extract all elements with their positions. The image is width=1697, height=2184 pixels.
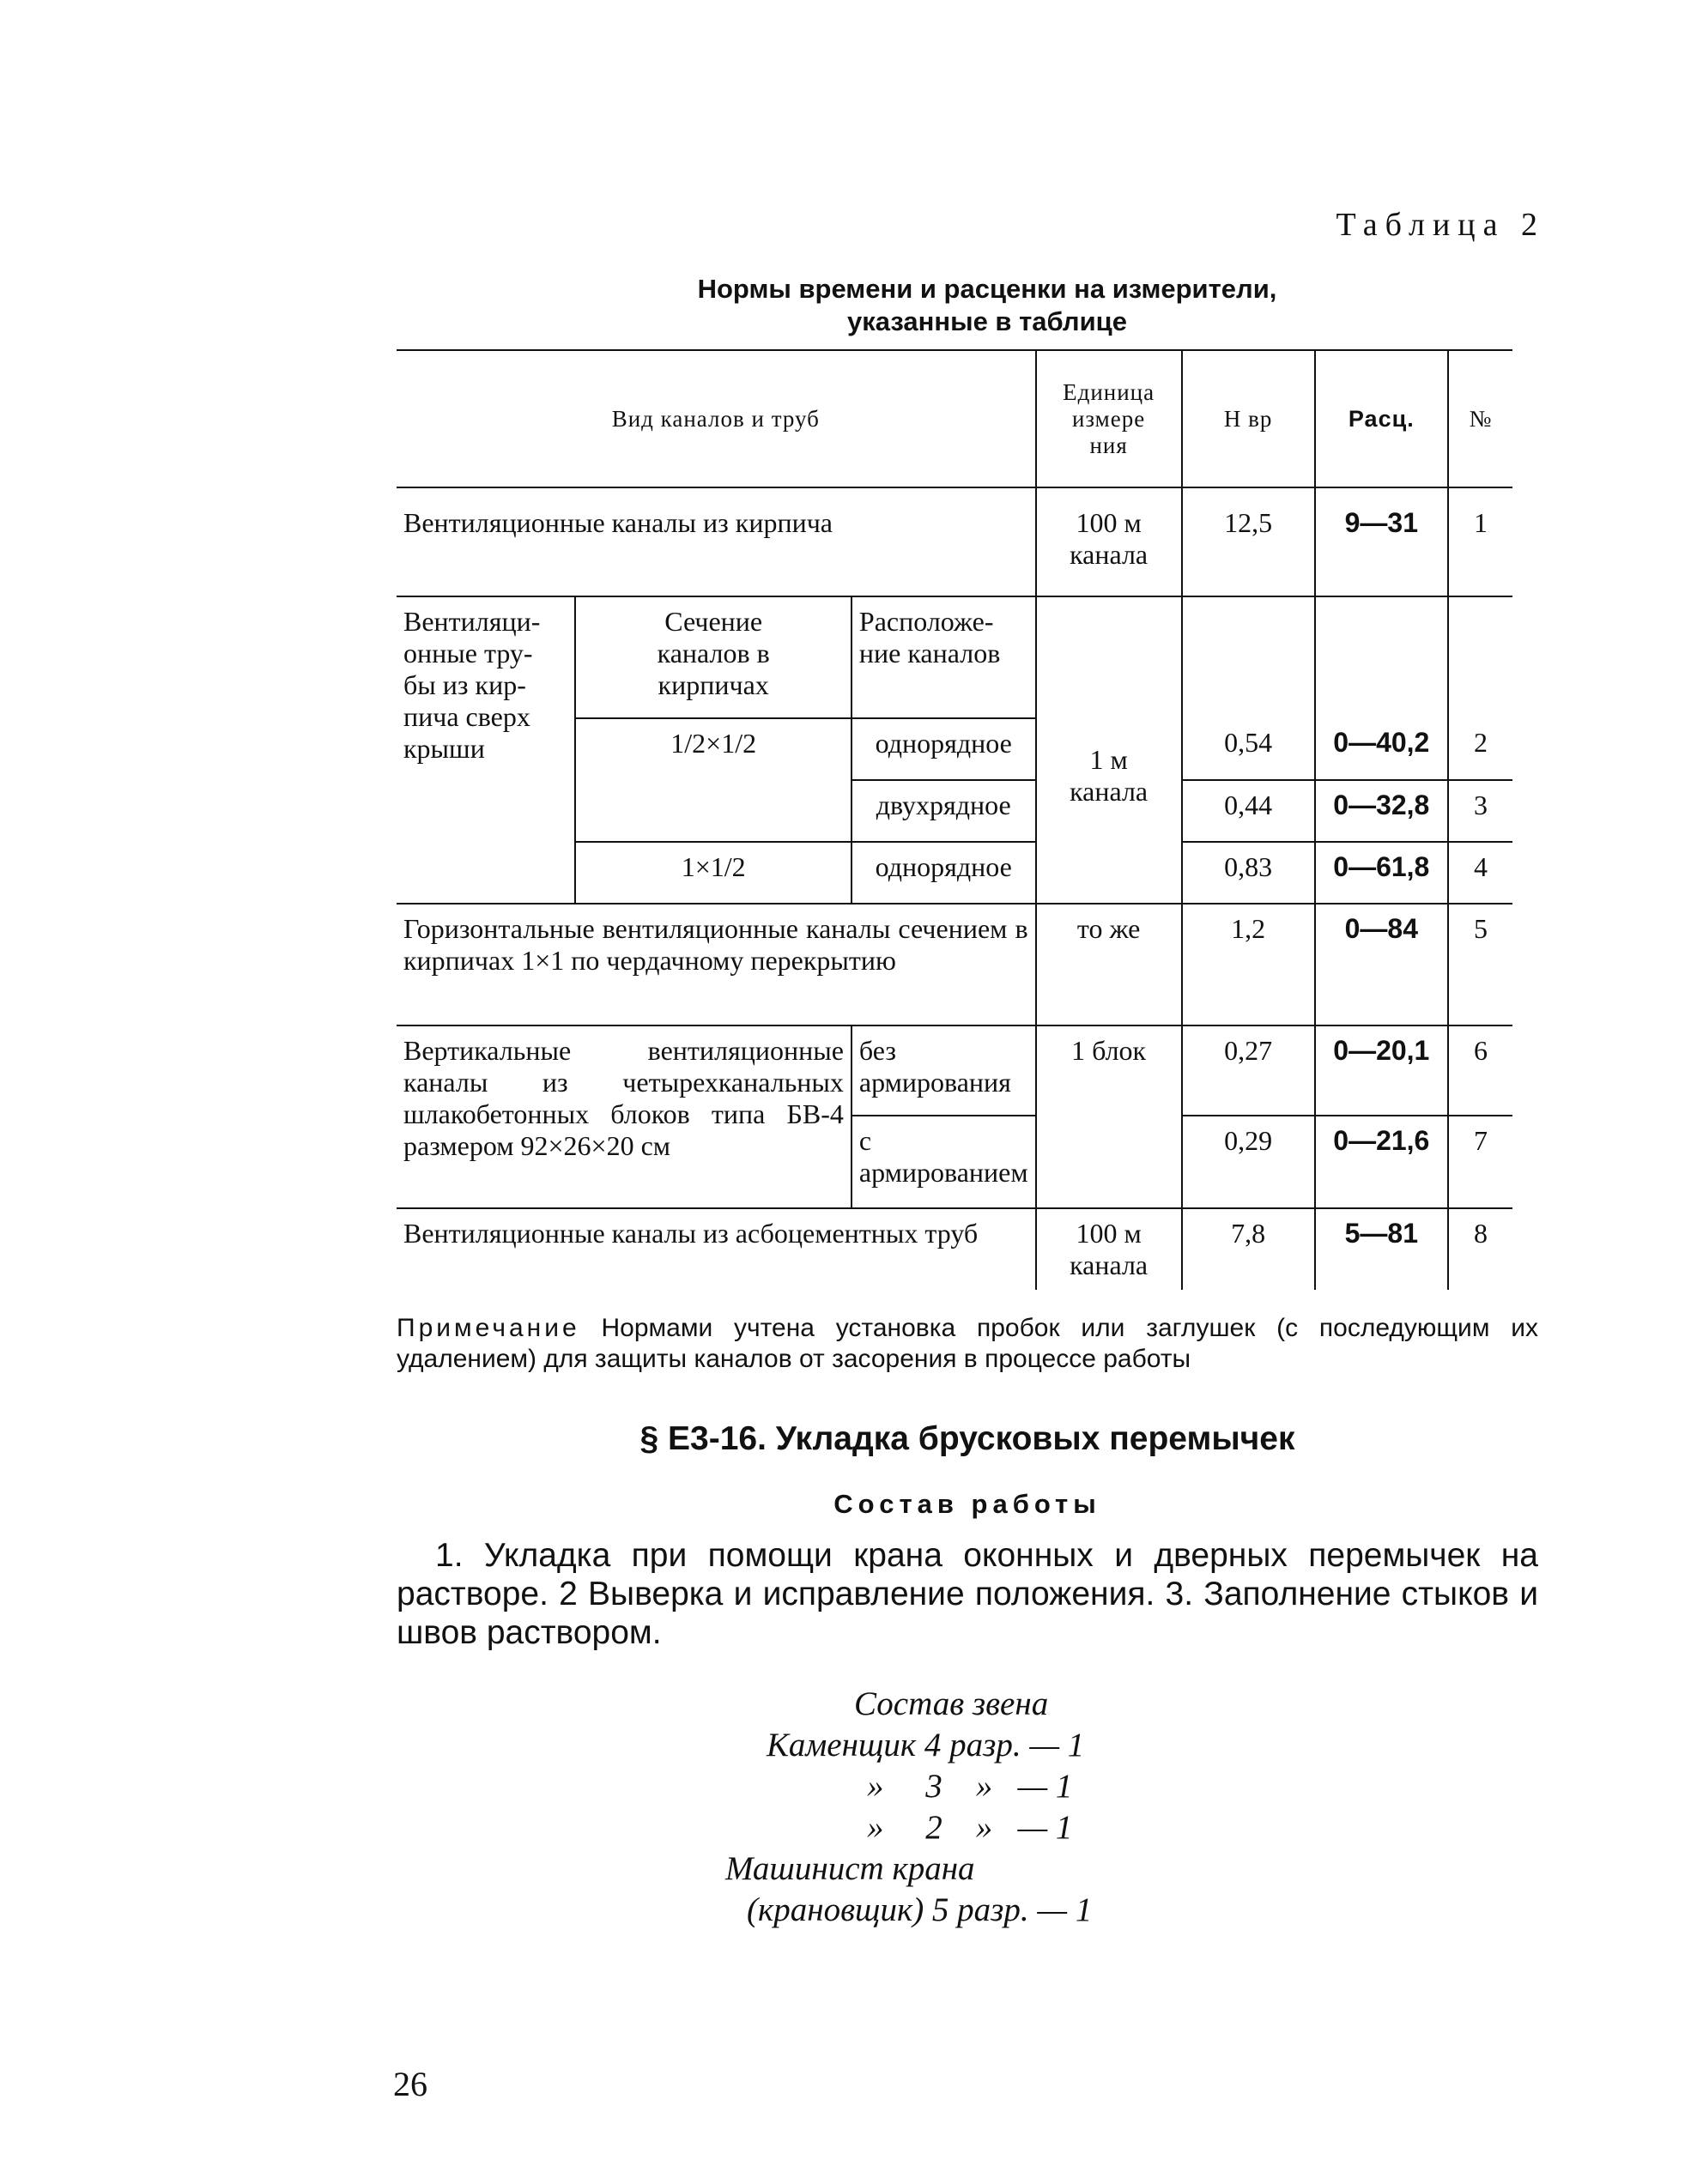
vertical-name: Вертикальные вентиляционные каналы из четырехканальных шлакобетонных блоков типа БВ-4 размером 92×26×20 см <box>403 1035 844 1161</box>
header-num: № <box>1448 350 1512 487</box>
section-header-line1: Сечение <box>664 606 763 637</box>
hvr-value: 0,83 <box>1182 842 1315 904</box>
page-number: 26 <box>393 2065 427 2103</box>
rasc-value: 0—20,1 <box>1315 1025 1448 1116</box>
row-num: 1 <box>1448 487 1512 596</box>
row-unit-line2: канала <box>1070 1249 1149 1280</box>
row-unit <box>1036 1208 1182 1290</box>
row-num: 8 <box>1448 1208 1512 1290</box>
section-value: 1×1/2 <box>575 842 851 904</box>
row-unit-line2: канала <box>1070 539 1149 570</box>
row-unit <box>1036 487 1182 596</box>
table-row <box>397 904 1512 1025</box>
row-rasc: 9—31 <box>1315 487 1448 596</box>
note-text: Нормами учтена установка пробок или заглушек (с последующим их удалением) для защиты каналов от засорения в процессе работы <box>397 1314 1538 1373</box>
table-row <box>397 1025 1512 1116</box>
section-header-line3: кирпичах <box>658 669 769 700</box>
rasc-value: 0—40,2 <box>1315 718 1448 780</box>
hvr-value: 0,29 <box>1182 1116 1315 1208</box>
table-label: Таблица 2 <box>1336 207 1545 243</box>
group-unit <box>1036 596 1182 904</box>
group-name-line2: онные тру- <box>403 638 533 669</box>
norms-table <box>397 349 1512 1290</box>
rasc-value: 0—21,6 <box>1315 1116 1448 1208</box>
hvr-value: 0,27 <box>1182 1025 1315 1116</box>
num-value: 7 <box>1448 1116 1512 1208</box>
table-row <box>397 1208 1512 1290</box>
num-value: 4 <box>1448 842 1512 904</box>
row-unit: то же <box>1036 904 1182 1025</box>
row-rasc: 0—84 <box>1315 904 1448 1025</box>
table-note <box>397 1313 1538 1375</box>
row-hvr: 12,5 <box>1182 487 1315 596</box>
arrangement-value: однорядное <box>852 718 1036 780</box>
group-name-line3: бы из кир- <box>403 669 526 700</box>
section-header-line2: каналов в <box>657 638 770 669</box>
row-num: 5 <box>1448 904 1512 1025</box>
header-unit-line2: измере <box>1071 405 1146 432</box>
crew-line-grade2: » 2 » — 1 <box>867 1809 1073 1846</box>
table-header-row <box>397 350 1512 487</box>
crew-line-operator: Машинист крана <box>725 1850 975 1887</box>
row-name: Горизонтальные вентиляционные каналы сечением в кирпичах 1×1 по чердачному перекрытию <box>403 913 1028 976</box>
group-header-row <box>397 596 1512 718</box>
note-label: Примечание <box>397 1314 580 1342</box>
crew-title: Состав звена <box>854 1685 1049 1722</box>
caption-line-2: указанные в таблице <box>847 306 1127 336</box>
row-name: Вентиляционные каналы из кирпича <box>403 507 833 538</box>
group-name <box>397 596 575 904</box>
num-value: 6 <box>1448 1025 1512 1116</box>
group-unit-line2: канала <box>1070 776 1149 807</box>
row-name: Вентиляционные каналы из асбоцементных труб <box>403 1218 979 1249</box>
num-value: 2 <box>1448 718 1512 780</box>
variant-value: без армирования <box>852 1025 1036 1116</box>
variant-value: с армированием <box>852 1116 1036 1208</box>
hvr-value: 0,54 <box>1182 718 1315 780</box>
rasc-value: 0—32,8 <box>1315 780 1448 842</box>
row-unit-line1: 100 м <box>1076 1218 1142 1249</box>
row-hvr: 7,8 <box>1182 1208 1315 1290</box>
header-hvr: Н вр <box>1182 350 1315 487</box>
work-composition-text: 1. Укладка при помощи крана оконных и дверных перемычек на растворе. 2 Выверка и исправление положения. 3. Заполнение стыков и швов раствором. <box>397 1537 1538 1651</box>
crew-line-mason: Каменщик 4 разр. — 1 <box>767 1727 1085 1764</box>
header-type: Вид каналов и труб <box>611 405 820 432</box>
table-row <box>397 487 1512 596</box>
hvr-value: 0,44 <box>1182 780 1315 842</box>
section-header <box>575 596 851 718</box>
group-name-line5: крыши <box>403 733 485 764</box>
vertical-unit: 1 блок <box>1036 1025 1182 1208</box>
crew-line-crane-operator: (крановщик) 5 разр. — 1 <box>747 1891 1093 1928</box>
group-name-line4: пича сверх <box>403 701 530 732</box>
header-unit-line1: Единица <box>1063 378 1155 405</box>
rasc-value: 0—61,8 <box>1315 842 1448 904</box>
row-hvr: 1,2 <box>1182 904 1315 1025</box>
arrangement-value: однорядное <box>852 842 1036 904</box>
row-unit-line1: 100 м <box>1076 507 1142 538</box>
arrangement-header-line1: Расположе- <box>858 606 994 637</box>
work-composition-title: Состав работы <box>833 1489 1101 1519</box>
row-rasc: 5—81 <box>1315 1208 1448 1290</box>
group-unit-line1: 1 м <box>1089 744 1128 775</box>
caption-line-1: Нормы времени и расценки на измерители, <box>697 274 1277 304</box>
table-caption <box>515 273 1459 338</box>
num-value: 3 <box>1448 780 1512 842</box>
section-value: 1/2×1/2 <box>575 718 851 842</box>
arrangement-value: двухрядное <box>852 780 1036 842</box>
group-name-line1: Вентиляци- <box>403 606 541 637</box>
header-rasc: Расц. <box>1315 350 1448 487</box>
header-unit <box>1036 350 1182 487</box>
arrangement-header-line2: ние каналов <box>858 638 1001 669</box>
crew-line-grade3: » 3 » — 1 <box>867 1768 1073 1805</box>
section-title: § Е3-16. Укладка брусковых перемычек <box>639 1420 1295 1457</box>
header-unit-line3: ния <box>1089 432 1128 458</box>
arrangement-header <box>852 596 1036 718</box>
